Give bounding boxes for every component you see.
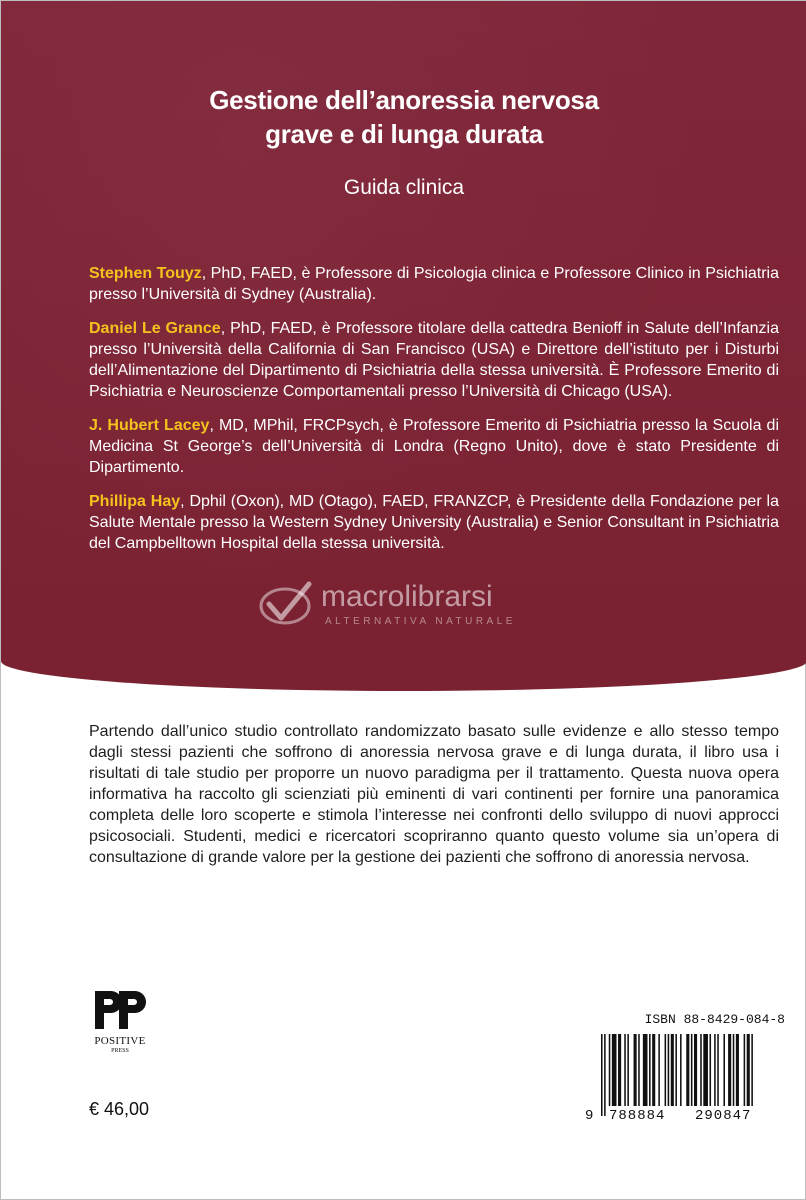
- publisher-subname: PRESS: [111, 1048, 129, 1054]
- author-description: , PhD, FAED, è Professore di Psicologia clinica e Professore Clinico in Psichiatria presso l’Università di Sydney (Australia).: [89, 265, 779, 303]
- author-bios: [89, 263, 779, 567]
- title-line-2: grave e di lunga durata: [265, 119, 543, 149]
- author-description: , MD, MPhil, FRCPsych, è Professore Emerito di Psichiatria presso la Scuola di Medicina St George’s dell’Università di Londra (Regno Unito), dove è stato Presidente di Dipartimento.: [89, 417, 780, 476]
- leaf-check-icon: [255, 576, 319, 632]
- isbn-barcode: [585, 1012, 785, 1132]
- barcode-first-digit: 9: [585, 1108, 594, 1124]
- maroon-top-panel: [1, 1, 806, 691]
- book-subtitle: Guida clinica: [343, 176, 465, 199]
- watermark-tagline: ALTERNATIVA NATURALE: [325, 616, 516, 627]
- book-price: € 46,00: [89, 1099, 150, 1119]
- watermark-brand: macrolibrarsi: [321, 580, 493, 613]
- author-name: Stephen Touyz: [89, 265, 202, 282]
- author-bio: [89, 491, 779, 554]
- isbn-label: ISBN 88-8429-084-8: [644, 1012, 785, 1027]
- publisher-logo: [85, 987, 165, 1071]
- author-description: , PhD, FAED, è Professore titolare della cattedra Benioff in Salute dell’Infanzia presso l’Università della California di San Francisco (USA) e Direttore dell’istituto per i Disturbi dell’Alimentazione del Dipartimento di Psichiatria della stessa università. È Professore Emerito di Psichiatria e Neuroscienze Comportamentali presso l’Università di Chicago (USA).: [89, 320, 779, 400]
- barcode-icon: [585, 1034, 785, 1116]
- author-bio: [89, 318, 779, 402]
- barcode-digits: [585, 1108, 785, 1128]
- barcode-left-digits: 788884: [609, 1108, 666, 1124]
- author-name: J. Hubert Lacey: [89, 417, 210, 434]
- macrolibrarsi-watermark: [255, 576, 575, 636]
- title-line-1: Gestione dell’anoressia nervosa: [209, 85, 599, 115]
- barcode-right-digits: 290847: [695, 1108, 752, 1124]
- author-description: , Dphil (Oxon), MD (Otago), FAED, FRANZCP, è Presidente della Fondazione per la Salute Mentale presso la Western Sydney University (Australia) e Senior Consultant in Psichiatria del Campbelltown Hospital della stessa università.: [89, 493, 779, 552]
- author-name: Phillipa Hay: [89, 493, 181, 510]
- publisher-name: POSITIVE: [94, 1035, 146, 1047]
- author-bio: [89, 415, 779, 478]
- book-description: Partendo dall’unico studio controllato randomizzato basato sulle evidenze e allo stesso tempo dagli stessi pazienti che soffrono di anoressia nervosa grave e di lunga durata, il libro usa i risultati di tale studio per proporre un nuovo paradigma per il trattamento. Questa nuova opera informativa ha raccolto gli scienziati più eminenti di vari continenti per fornire una panoramica completa delle loro scoperte e stimola l’interesse nei confronti dello sviluppo di nuovi approcci psicosociali. Studenti, medici e ricercatori scopriranno quanto questo volume sia un’opera di consultazione di grande valore per la gestione dei pazienti che soffrono di anoressia nervosa.: [89, 723, 779, 866]
- author-name: Daniel Le Grance: [89, 320, 221, 337]
- author-bio: [89, 263, 779, 305]
- book-title: [1, 83, 806, 151]
- positive-press-logo-icon: [89, 987, 149, 1033]
